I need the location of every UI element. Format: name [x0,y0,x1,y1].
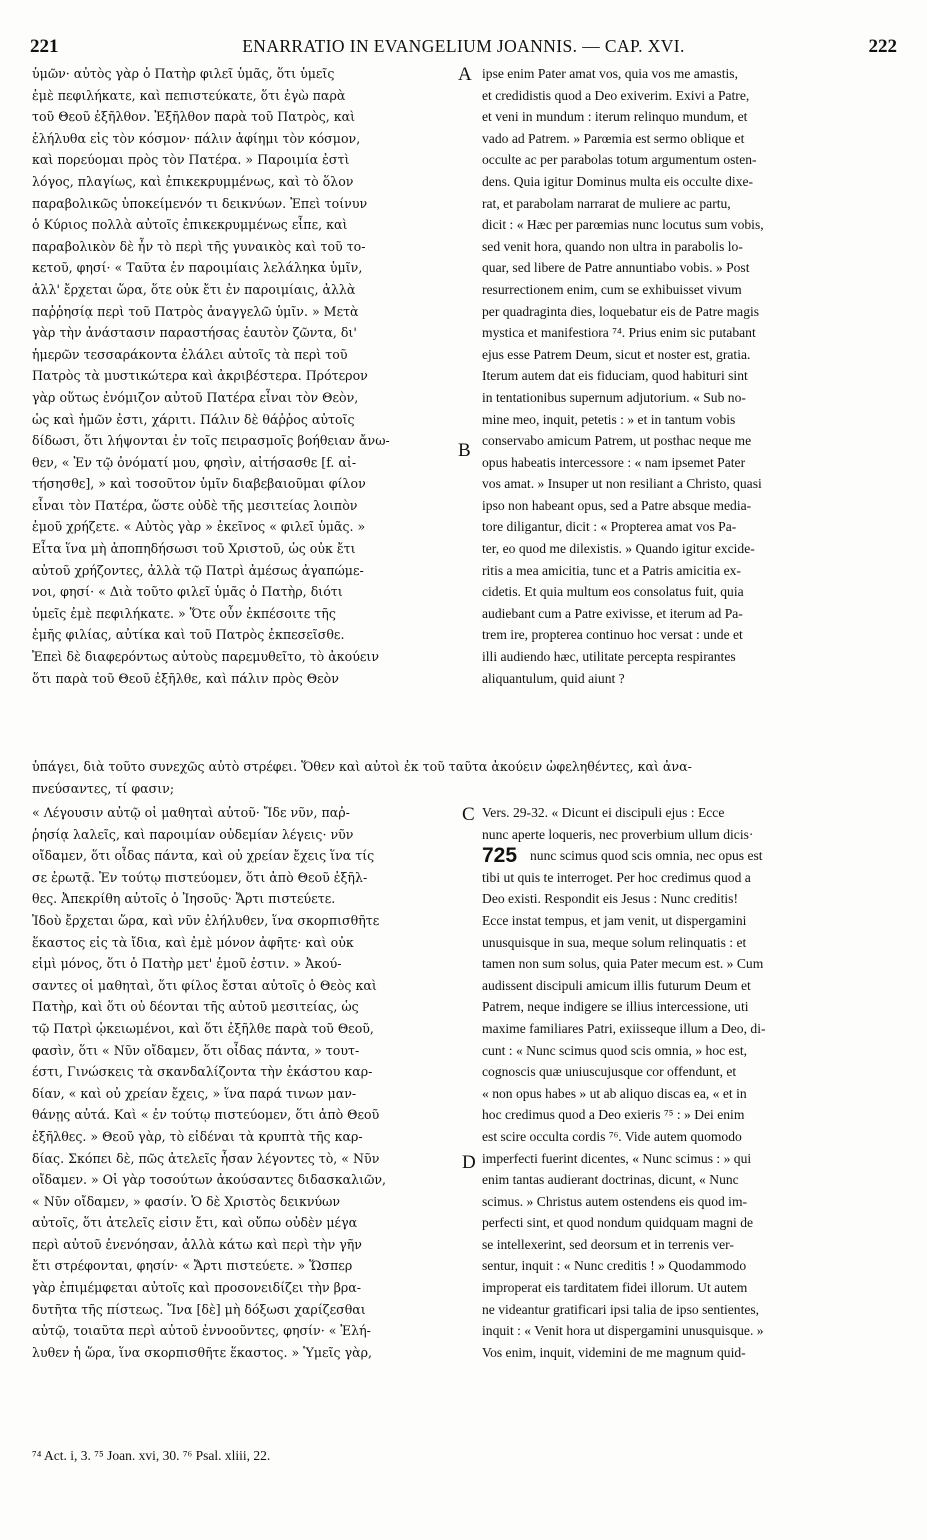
greek-text-line: εἶναι τὸν Πατέρα, ὥστε οὐδὲ τῆς μεσιτείας λοιπὸν [32,497,358,513]
greek-text-line: γὰρ τὴν ἀνάστασιν παραστήσας ἑαυτὸν ζῶντα, δι' [32,325,357,341]
greek-text-line: ὅτι παρὰ τοῦ Θεοῦ ἐξῆλθε, καὶ πάλιν πρὸς Θεὸν [32,670,339,686]
running-title: ENARRATIO IN EVANGELIUM JOANNIS. — CAP. XVI. [242,36,685,56]
greek-text-line: θεν, « Ἐν τῷ ὀνόματί μου, φησὶν, αἰτήσασθε [f. αἰ- [32,454,357,470]
greek-text-line: ἐξῆλθες. » Θεοῦ γὰρ, τὸ εἰδέναι τὰ κρυπτὰ τῆς καρ- [32,1128,363,1144]
greek-text-line: ὑμεῖς ἐμὲ πεφιλήκατε. » Ὅτε οὖν ἐκπέσοιτε τῆς [32,605,336,621]
page-number-right: 222 [868,36,897,57]
greek-text-line: οἴδαμεν, ὅτι οἶδας πάντα, καὶ οὐ χρείαν ἔχεις ἵνα τίς [32,848,375,864]
greek-text-line: παῤῥησίᾳ περὶ τοῦ Πατρὸς ἀναγγελῶ ὑμῖν. » Μετὰ [32,303,359,319]
latin-text-line: inquit : « Venit hora ut dispergamini unusquisque. » [482,1323,764,1339]
latin-text-line: imperfecti fuerint dicentes, « Nunc scimus : » qui [482,1150,752,1166]
greek-text-line: τοῦ Θεοῦ ἐξῆλθον. Ἐξῆλθον παρὰ τοῦ Πατρὸς, καὶ [32,109,356,125]
margin-marker-c: C [462,804,475,825]
page-number-left: 221 [30,36,59,57]
greek-text-line: θάνῃς αὐτά. Καὶ « ἐν τούτῳ πιστεύομεν, ὅτι ἀπὸ Θεοῦ [32,1107,380,1123]
latin-text-line: Patrem, neque indigere se illius intercessione, uti [482,999,749,1015]
greek-text-line: λόγος, πλαγίως, καὶ ἐπικεκρυμμένως, καὶ τὸ ὅλον [32,173,354,189]
latin-text-line: quar, sed libere de Patre annuntiabo vobis. » Post [482,260,750,276]
latin-text-line: nunc aperte loqueris, nec proverbium ullum dicis· [482,826,754,842]
latin-text-line: ejus esse Patrem Deum, sicut et noster est, gratia. [482,346,751,362]
greek-text-line: πνεύσαντες, τί φασιν; [32,780,175,796]
greek-text-line: Πατρὸς τὰ μυστικώτερα καὶ ἀκριβέστερα. Πρότερον [32,368,368,384]
latin-text-line: ipse enim Pater amat vos, quia vos me amastis, [482,66,738,81]
greek-text-line: αὐτοῦ χρήζοντες, ἀλλὰ τῷ Πατρὶ ἀμέσως ἀγαπώμε- [32,562,364,578]
greek-text-line: Εἶτα ἵνα μὴ ἀποπηδήσωσι τοῦ Χριστοῦ, ὡς οὐκ ἔτι [32,541,356,557]
latin-text-line: vado ad Patrem. » Parœmia est sermo oblique et [482,130,745,146]
greek-text-line: λυθεν ἡ ὥρα, ἵνα σκορπισθῆτε ἕκαστος. » Ὑμεῖς γὰρ, [32,1344,373,1360]
greek-text-line: οἴδαμεν. » Οἱ γὰρ τοσούτων ἀκούσαντες διδασκαλιῶν, [32,1172,387,1188]
greek-text-line: ἐμῆς φιλίας, αὐτίκα καὶ τοῦ Πατρὸς ἐκπεσεῖσθε. [32,627,345,643]
latin-text-line: in tentationibus supernum adjutorium. « Sub no- [482,389,746,405]
greek-text-line: παραβολικῶς ὑποκείμενόν τι δεικνύων. Ἐπεὶ τοίνυν [32,195,368,211]
greek-text-line: γὰρ οὕτως ἐνόμιζον αὐτοῦ Πατέρα εἶναι τὸν Θεὸν, [32,389,359,405]
greek-text-line: δυτῆτα τῆς πίστεως. Ἵνα [δὲ] μὴ δόξωσι χαρίζεσθαι [32,1301,366,1317]
greek-text-line: ὁ Κύριος πολλὰ αὐτοῖς ἐπικεκρυμμένως εἶπε, καὶ [32,217,348,233]
latin-text-line: improperat eis tarditatem fidei illorum. Ut autem [482,1280,748,1296]
latin-text-line: Vos enim, inquit, videmini de me magnum quid- [482,1344,746,1360]
greek-text-line: περὶ αὐτοῦ ἐνενόησαν, ἀλλὰ κάτω καὶ περὶ τὴν γῆν [32,1236,362,1252]
latin-text-line: sed venit hora, quando non ultra in parabolis lo- [482,238,743,254]
latin-text-line: audissent discipuli amicum illis futurum Deum et [482,977,751,993]
latin-text-line: enim tantas audierant doctrinas, dicunt, « Nunc [482,1172,739,1188]
footnotes: ⁷⁴ Act. i, 3. ⁷⁵ Joan. xvi, 30. ⁷⁶ Psal. xliii, 22. [32,1448,271,1463]
latin-text-line: ne videantur gratificari ipsi talia de ipso sentientes, [482,1301,760,1317]
latin-text-line: per quadraginta dies, loquebatur eis de Patre magis [482,303,760,319]
greek-text-line: κετοῦ, φησί· « Ταῦτα ἐν παροιμίαις λελάληκα ὑμῖν, [32,260,363,276]
greek-text-line: ῥησίᾳ λαλεῖς, καὶ παροιμίαν οὐδεμίαν λέγεις· νῦν [32,826,354,842]
latin-text-line: et veni in mundum : iterum relinquo mundum, et [482,109,748,125]
latin-text-line: scimus. » Christus autem ostendens eis quod im- [482,1193,748,1209]
latin-text-line: vos amat. » Insuper ut non resiliant a Christo, quasi [482,476,762,492]
greek-text-line: παραβολικὸν δὲ ἦν τὸ περὶ τῆς γυναικὸς καὶ τοῦ το- [32,238,366,254]
latin-text-line: hoc credimus quod a Deo exieris ⁷⁵ : » Dei enim [482,1107,745,1123]
greek-text-line: σαντες οἱ μαθηταὶ, ὅτι φίλος ἔσται αὐτοῖς ὁ Θεὸς καὶ [32,977,377,993]
greek-text-line: τῷ Πατρὶ ᾠκειωμένοι, καὶ ὅτι ἐξῆλθε παρὰ τοῦ Θεοῦ, [32,1020,374,1036]
latin-text-line: est scire occulta cordis ⁷⁶. Vide autem quomodo [482,1128,742,1144]
greek-text-line: τήσησθε], » καὶ τοσοῦτον ὑμῖν διαβεβαιοῦμαι φίλον [32,476,366,492]
greek-text-line: αὐτῷ, τοιαῦτα περὶ αὐτοῦ ἐννοοῦντες, φησίν· « Ἐλή- [32,1323,371,1339]
greek-text-line: ἀλλ' ἔρχεται ὥρα, ὅτε οὐκ ἔτι ἐν παροιμίαις, ἀλλὰ [32,281,356,297]
latin-text-line: perfecti sint, et quod nondum quidquam magni de [482,1215,754,1231]
latin-text-line: rat, et parabolam narrarat de muliere ac partu, [482,195,731,211]
latin-text-line: tore diligantur, dicit : « Propterea amat vos Pa- [482,519,737,535]
greek-text-line: ἕκαστος εἰς τὰ ἴδια, καὶ ἐμὲ μόνον ἀφῆτε· καὶ οὐκ [32,934,354,950]
latin-text-line: mystica et manifestiora ⁷⁴. Prius enim sic putabant [482,325,756,341]
latin-text-line: cognoscis quæ uniuscujusque cor offendunt, et [482,1064,737,1080]
greek-text-line: ἡμερῶν τεσσαράκοντα ἐλάλει αὐτοῖς τὰ περὶ τοῦ [32,346,348,362]
latin-text-line: Ecce instat tempus, et jam venit, ut dispergamini [482,912,747,928]
latin-text-line: illi audiendo hæc, utilitate percepta respirantes [482,649,736,665]
latin-text-line: ritis a mea amicitia, tunc et a Patris amicitia ex- [482,562,741,578]
latin-text-line: trem ire, propterea continuo hoc versat : unde et [482,627,743,643]
latin-text-line: resurrectionem enim, cum se exhibuisset vivum [482,281,742,297]
latin-text-line: Vers. 29-32. « Dicunt ei discipuli ejus : Ecce [482,805,725,820]
greek-text-line: ἐμοῦ χρήζετε. « Αὐτὸς γὰρ » ἐκεῖνος « φιλεῖ ὑμᾶς. » [32,519,366,535]
latin-text-line: tamen non sum solus, quia Pater mecum est. » Cum [482,956,764,972]
latin-text-line: Iterum autem dat eis fiduciam, quod habituri sint [482,368,748,384]
latin-text-line: nunc scimus quod scis omnia, nec opus est [530,848,763,864]
latin-text-line: et credidistis quod a Deo exiverim. Exivi a Patre, [482,87,750,103]
latin-text-line: unusquisque in sua, meque solum relinquatis : et [482,934,747,950]
greek-text-line: Πατὴρ, καὶ ὅτι οὐ δέονται τῆς αὐτοῦ μεσιτείας, ὡς [32,999,359,1015]
latin-column-bottom [482,802,894,1363]
greek-text-line: ἐμὲ πεφιλήκατε, καὶ πεπιστεύκατε, ὅτι ἐγὼ παρὰ [32,87,346,103]
latin-text-line: Deo existi. Respondit eis Jesus : Nunc creditis! [482,891,738,907]
greek-text-line: δίας. Σκόπει δὲ, πῶς ἀτελεῖς ἦσαν λέγοντες τὸ, « Νῦν [32,1150,380,1166]
greek-text-line: « Λέγουσιν αὐτῷ οἱ μαθηταὶ αὐτοῦ· Ἴδε νῦν, παῤ- [32,805,350,820]
latin-text-line: « non opus habes » ut ab aliquo discas ea, « et in [482,1085,747,1101]
latin-text-line: tibi ut quis te interroget. Per hoc credimus quod a [482,869,751,885]
latin-text-line: aliquantulum, quid aiunt ? [482,670,625,686]
greek-text-line: θες. Ἀπεκρίθη αὐτοῖς ὁ Ἰησοῦς· Ἄρτι πιστεύετε. [32,891,336,907]
greek-text-line: Ἰδοὺ ἔρχεται ὥρα, καὶ νῦν ἐλήλυθεν, ἵνα σκορπισθῆτε [32,912,380,928]
latin-text-line: se intellexerint, sed deorsum et in terrenis ver- [482,1236,734,1252]
greek-text-line: γὰρ ἐπιμέμφεται αὐτοῖς καὶ προσονειδίζει τὴν βρα- [32,1280,362,1296]
greek-text-line: Ἐπεὶ δὲ διαφερόντως αὐτοὺς παρεμυθεῖτο, τὸ ἀκούειν [32,649,379,665]
greek-text-line: ἐλήλυθα εἰς τὸν κόσμον· πάλιν ἀφίημι τὸν κόσμον, [32,130,361,146]
latin-text-line: occulte ac per parabolas totum argumentum osten- [482,152,757,168]
greek-text-line: σε ἐρωτᾷ. Ἐν τούτῳ πιστεύομεν, ὅτι ἀπὸ Θεοῦ ἐξῆλ- [32,869,368,885]
latin-text-line: ipso non habeant opus, sed a Patre absque media- [482,497,752,513]
latin-text-line: ter, eo quod me dilexistis. » Quando igitur excide- [482,541,755,557]
latin-text-line: dicit : « Hæc per parœmias nunc locutus sum vobis, [482,217,764,233]
greek-text-line: ὡς καὶ ἡμῶν ἐστι, χάριτι. Πάλιν δὲ θάῤῥος αὐτοῖς [32,411,355,427]
greek-text-line: αὐτοῖς, ὅτι ἀτελεῖς εἰσιν ἔτι, καὶ οὔπω οὐδὲν μέγα [32,1215,358,1231]
greek-text-line: ὑπάγει, διὰ τοῦτο συνεχῶς αὐτὸ στρέφει. Ὅθεν καὶ αὐτοὶ ἐκ τοῦ ταῦτα ἀκούειν ὠφεληθέντες, καὶ ἀνα- [32,759,692,774]
latin-text-line: audiebant cum a Patre exivisse, et iterum ad Pa- [482,605,743,621]
greek-text-line: « Νῦν οἴδαμεν, » φασίν. Ὁ δὲ Χριστὸς δεικνύων [32,1193,341,1209]
greek-text-line: έστι, Γινώσκεις τὰ σκανδαλίζοντα τὴν ἑκάστου καρ- [32,1064,373,1080]
latin-column-top [482,63,894,689]
latin-text-line: cunt : « Nunc scimus quod scis omnia, » hoc est, [482,1042,748,1058]
latin-text-line: maxime familiares Patri, exiisseque illum a Deo, di- [482,1020,766,1036]
greek-text-line: εἰμὶ μόνος, ὅτι ὁ Πατὴρ μετ' ἐμοῦ ἐστιν. » Ἀκού- [32,956,342,972]
latin-text-line: conservabo amicum Patrem, ut posthac neque me [482,433,752,449]
greek-text-line: καὶ πορεύομαι πρὸς τὸν Πατέρα. » Παροιμία ἐστὶ [32,152,350,168]
greek-text-line: νοι, φησί· « Διὰ τοῦτο φιλεῖ ὑμᾶς ὁ Πατὴρ, διότι [32,584,343,600]
latin-text-line: dens. Quia igitur Dominus multa eis occulte dixe- [482,173,754,189]
greek-text-line: ἔτι στρέφονται, φησίν· « Ἄρτι πιστεύετε. » Ὥσπερ [32,1258,353,1274]
greek-text-line: δίαν, « καὶ οὐ χρείαν ἔχεις, » ἵνα παρά τινων μαν- [32,1085,357,1101]
running-header [30,36,897,62]
latin-text-line: cidetis. Et quia multum eos consolatus fuit, quia [482,584,744,600]
margin-marker-a: A [458,64,472,85]
greek-full-width [32,756,894,799]
column-number: 725 [482,844,518,867]
latin-text-line: mine meo, inquit, petetis : » et in tantum vobis [482,411,736,427]
greek-text-line: δίδωσι, ὅτι λήψονται ἐν τοῖς πειρασμοῖς βοήθειαν ἄνω- [32,433,390,449]
greek-text-line: ὑμῶν· αὐτὸς γὰρ ὁ Πατὴρ φιλεῖ ὑμᾶς, ὅτι ὑμεῖς [32,66,335,81]
margin-marker-d: D [462,1152,476,1173]
greek-text-line: φασὶν, ὅτι « Νῦν οἴδαμεν, ὅτι οἶδας πάντα, » τουτ- [32,1042,360,1058]
latin-text-line: opus habeatis intercessore : « nam ipsemet Pater [482,454,746,470]
latin-text-line: sentur, inquit : « Nunc creditis ! » Quodammodo [482,1258,747,1274]
margin-marker-b: B [458,440,471,461]
greek-column-top [32,63,456,689]
greek-column-bottom [32,802,456,1363]
